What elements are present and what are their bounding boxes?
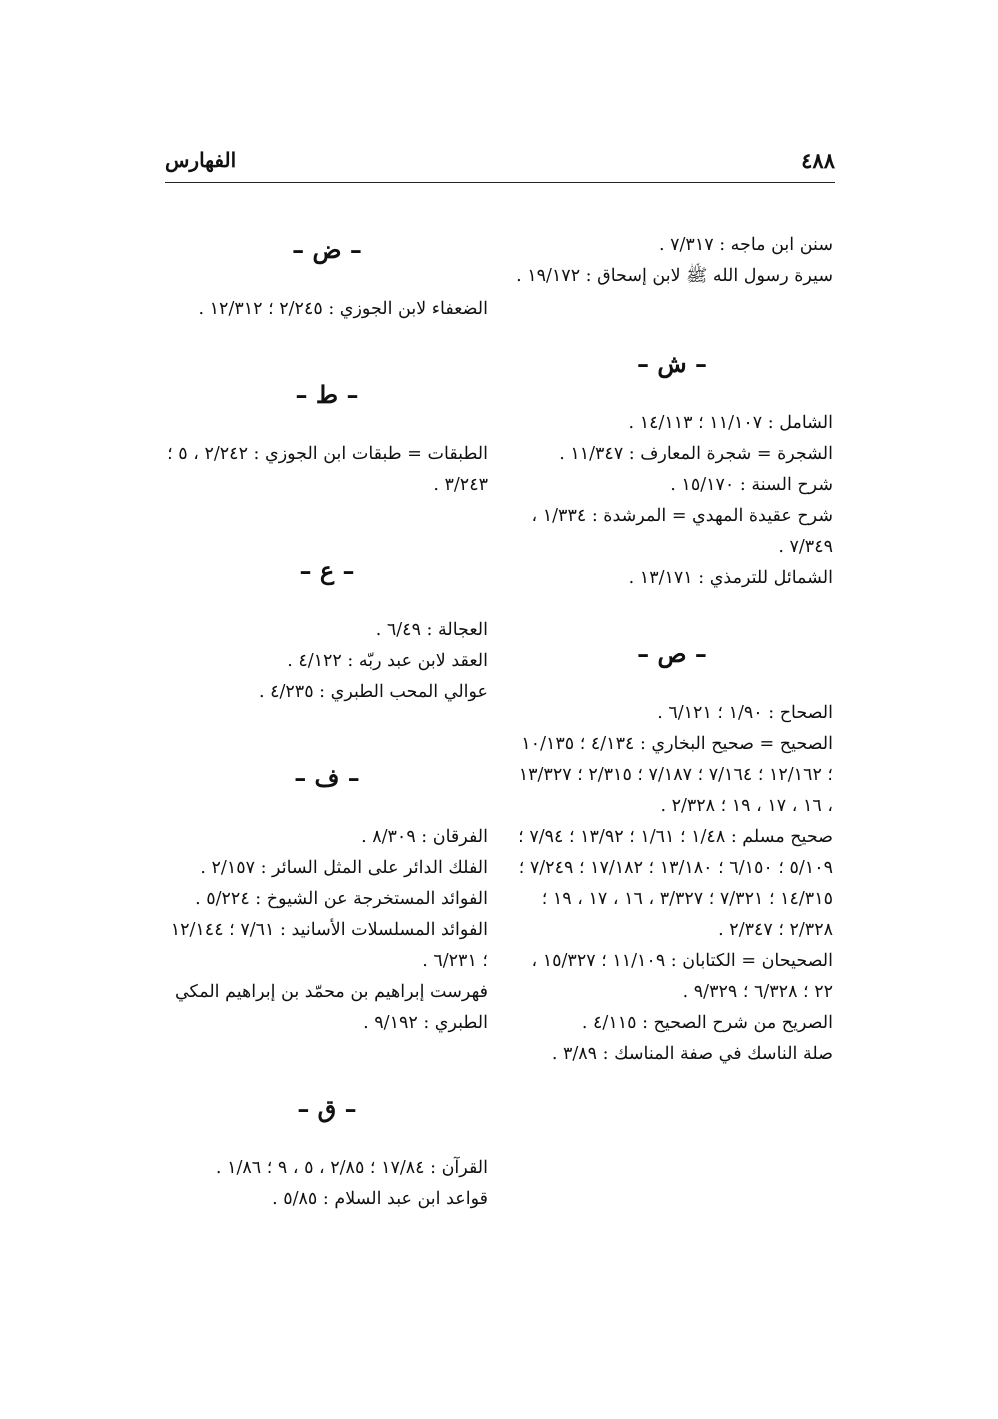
index-entry: شرح السنة : ١٥/١٧٠ . [670,475,833,495]
index-entry: سيرة رسول الله ﷺ لابن إسحاق : ١٩/١٧٢ . [516,266,833,286]
index-entry: شرح عقيدة المهدي = المرشدة : ١/٣٣٤ ، ٧/٣٤٩ . [531,506,833,557]
index-entry: الفوائد المستخرجة عن الشيوخ : ٥/٢٢٤ . [195,889,488,909]
index-entry: الفلك الدائر على المثل السائر : ٢/١٥٧ . [200,858,488,878]
index-column-left [166,230,488,1215]
section-heading-ta: – ط – [295,380,359,409]
index-entry: الشمائل للترمذي : ١٣/١٧١ . [628,568,833,588]
page-number: ٤٨٨ [801,148,835,173]
section-heading-ain: – ع – [299,556,355,585]
index-entry: سنن ابن ماجه : ٧/٣١٧ . [658,235,833,255]
index-entry: الصحيحان = الكتابان : ١١/١٠٩ ؛ ١٥/٣٢٧ ، ٢٢ ؛ ٦/٣٢٨ ؛ ٩/٣٢٩ . [531,951,833,1002]
header-rule [165,182,835,183]
index-entry: الشامل : ١١/١٠٧ ؛ ١٤/١١٣ . [628,413,833,433]
index-entry: عوالي المحب الطبري : ٤/٢٣٥ . [258,682,488,702]
index-entry: صحيح مسلم : ١/٤٨ ؛ ١/٦١ ؛ ١٣/٩٢ ؛ ٧/٩٤ ؛ ٥/١٠٩ ؛ ٦/١٥٠ ؛ ١٣/١٨٠ ؛ ١٧/١٨٢ ؛ ٧/٢٤٩ ؛ ١٤/٣١٥ ؛ ٧/٣٢١ ؛ ٣/٣٢٧ ، ١٦ ، ١٧ ، ١٩ ؛ ٢/٣٢٨ ؛ ٢/٣٤٧ . [518,827,833,940]
index-entry: الفرقان : ٨/٣٠٩ . [361,827,488,847]
section-heading-qaf: – ق – [297,1094,357,1123]
index-entry: الطبقات = طبقات ابن الجوزي : ٢/٢٤٢ ، ٥ ؛ ٣/٢٤٣ . [167,444,488,495]
index-entry: الضعفاء لابن الجوزي : ٢/٢٤٥ ؛ ١٢/٣١٢ . [198,299,488,319]
index-entry: العقد لابن عبد ربّه : ٤/١٢٢ . [287,651,488,671]
index-entry: الصحيح = صحيح البخاري : ٤/١٣٤ ؛ ١٠/١٣٥ ؛ ١٢/١٦٢ ؛ ٧/١٦٤ ؛ ٧/١٨٧ ؛ ٢/٣١٥ ؛ ١٣/٣٢٧ ، ١٦ ، ١٧ ، ١٩ ؛ ٢/٣٢٨ . [518,734,833,816]
section-heading-dad: – ض – [292,235,362,264]
index-entry: فهرست إبراهيم بن محمّد بن إبراهيم المكي الطبري : ٩/١٩٢ . [174,982,488,1033]
section-heading-sad: – ص – [637,639,707,668]
index-entry: الصريح من شرح الصحيح : ٤/١١٥ . [581,1013,833,1033]
index-entry: القرآن : ١٧/٨٤ ؛ ٢/٨٥ ، ٥ ، ٩ ؛ ١/٨٦ . [215,1158,488,1178]
running-title: الفهارس [165,148,237,172]
index-entry: الصحاح : ١/٩٠ ؛ ٦/١٢١ . [657,703,833,723]
index-entry: قواعد ابن عبد السلام : ٥/٨٥ . [272,1189,488,1209]
index-entry: العجالة : ٦/٤٩ . [375,620,488,640]
section-heading-sheen: – ش – [636,349,707,378]
index-column-right [511,230,833,1070]
page-header [165,148,835,188]
index-entry: الشجرة = شجرة المعارف : ١١/٣٤٧ . [559,444,833,464]
index-entry: صلة الناسك في صفة المناسك : ٣/٨٩ . [551,1044,833,1064]
index-entry: الفوائد المسلسلات الأسانيد : ٧/٦١ ؛ ١٢/١٤٤ ؛ ٦/٢٣١ . [170,920,488,971]
section-heading-fa: – ف – [294,763,360,792]
